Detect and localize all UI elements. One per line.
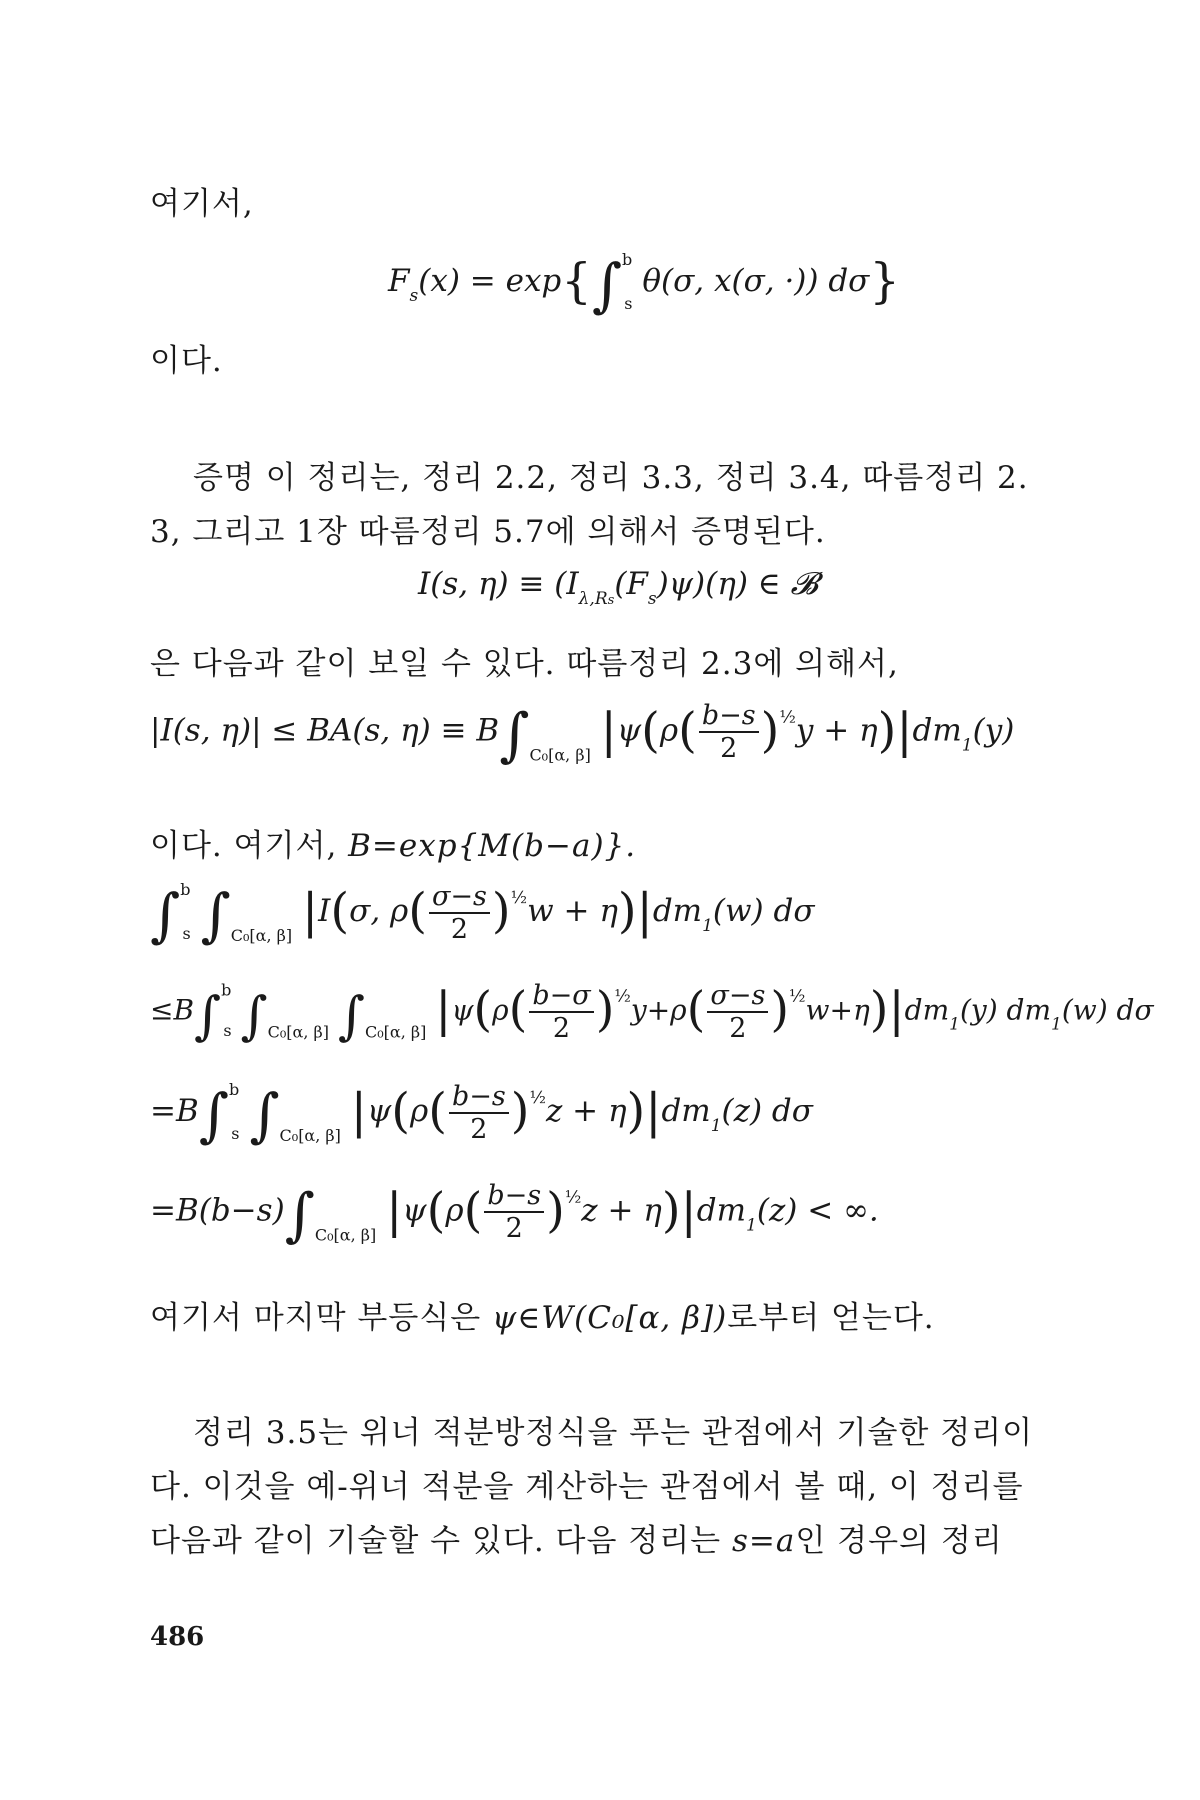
text-is-where — [150, 820, 636, 865]
equation-bound: |I(s, η)| ≤ BA(s, $\eta) \equiv B\int_{C_0[\alpha, \beta]}$ |ψ(ρ( $\frac{b-s}{2}$ )$^{\frac{1}{2}}y + \eta)|dm_1(y)$ — [150, 700, 1015, 769]
proof-line-2: 3, 그리고 1장 따름정리 5.7에 의해서 증명된다. — [150, 514, 826, 550]
text-last-inequality — [150, 1292, 935, 1337]
text-is: 이다. — [150, 343, 223, 379]
equation-F: $F_s(x) = \exp\{\int^b_s$ θ(σ, x(σ, ·)) dσ} — [388, 250, 900, 319]
theorem-line-3-label: 다음과 같이 기술할 수 있다. 다음 정리는 — [150, 1523, 732, 1559]
inline-B-def: B=exp{M(b−a)}. — [348, 828, 637, 864]
equation-chain-1: ∫$^b_s$ $\int_{C_0[\alpha, \beta]}$ |I(σ, ρ( $\frac{\sigma-s}{2}$ )$^{\frac{1}{2}}w + \eta)|dm_1(w)$ dσ — [150, 880, 815, 949]
theorem-line-3-tail: 인 경우의 정리 — [795, 1523, 1003, 1559]
proof-line-1: 증명 이 정리는, 정리 2.2, 정리 3.3, 정리 3.4, 따름정리 2. — [193, 460, 1029, 496]
equation-I: I(s, $\eta) \equiv (I_{\lambda,Rs}(F_s)\psi)(\eta)$ ∈ 𝓑 — [418, 566, 818, 609]
theorem-line-3 — [150, 1515, 1003, 1560]
page-number: 486 — [150, 1622, 205, 1652]
equation-chain-4: $=B(b-s)\int_{C_0[\alpha, \beta]}$ |ψ(ρ( $\frac{b-s}{2}$ )$^{\frac{1}{2}}z + \eta)|dm_1(z)$ < ∞. — [150, 1180, 879, 1249]
inline-W: ψ∈W(C₀[α, β]) — [492, 1300, 728, 1336]
text-is-where-label: 이다. 여기서, — [150, 828, 349, 864]
equation-chain-2: ≤B∫$^b_s$ $\int_{C_0[\alpha, \beta]}$ $\int_{C_0[\alpha, \beta]}$ |ψ(ρ( $\frac{b-\sigma}{2}$ )$^{\frac{1}{2}}$y+ρ( $\frac{\sigma-s}{2}$ )$^{\frac{1}{2}}w+\eta)|dm_1(y)$ $dm_1(w)$ dσ — [150, 980, 1154, 1047]
text-can-show: 은 다음과 같이 보일 수 있다. 따름정리 2.3에 의해서, — [150, 646, 899, 682]
text-last-inequality-label: 여기서 마지막 부등식은 — [150, 1300, 493, 1336]
text-where: 여기서, — [150, 186, 254, 222]
text-last-inequality-tail: 로부터 얻는다. — [727, 1300, 935, 1336]
theorem-line-1: 정리 3.5는 위너 적분방정식을 푸는 관점에서 기술한 정리이 — [193, 1415, 1034, 1451]
equation-chain-3: =B∫$^b_s$ $\int_{C_0[\alpha, \beta]}$ |ψ(ρ( $\frac{b-s}{2}$ )$^{\frac{1}{2}}z + \eta)|dm_1(z)$ dσ — [150, 1080, 813, 1149]
theorem-line-2: 다. 이것을 예-위너 적분을 계산하는 관점에서 볼 때, 이 정리를 — [150, 1469, 1024, 1505]
inline-s-eq-a: s=a — [731, 1523, 796, 1559]
